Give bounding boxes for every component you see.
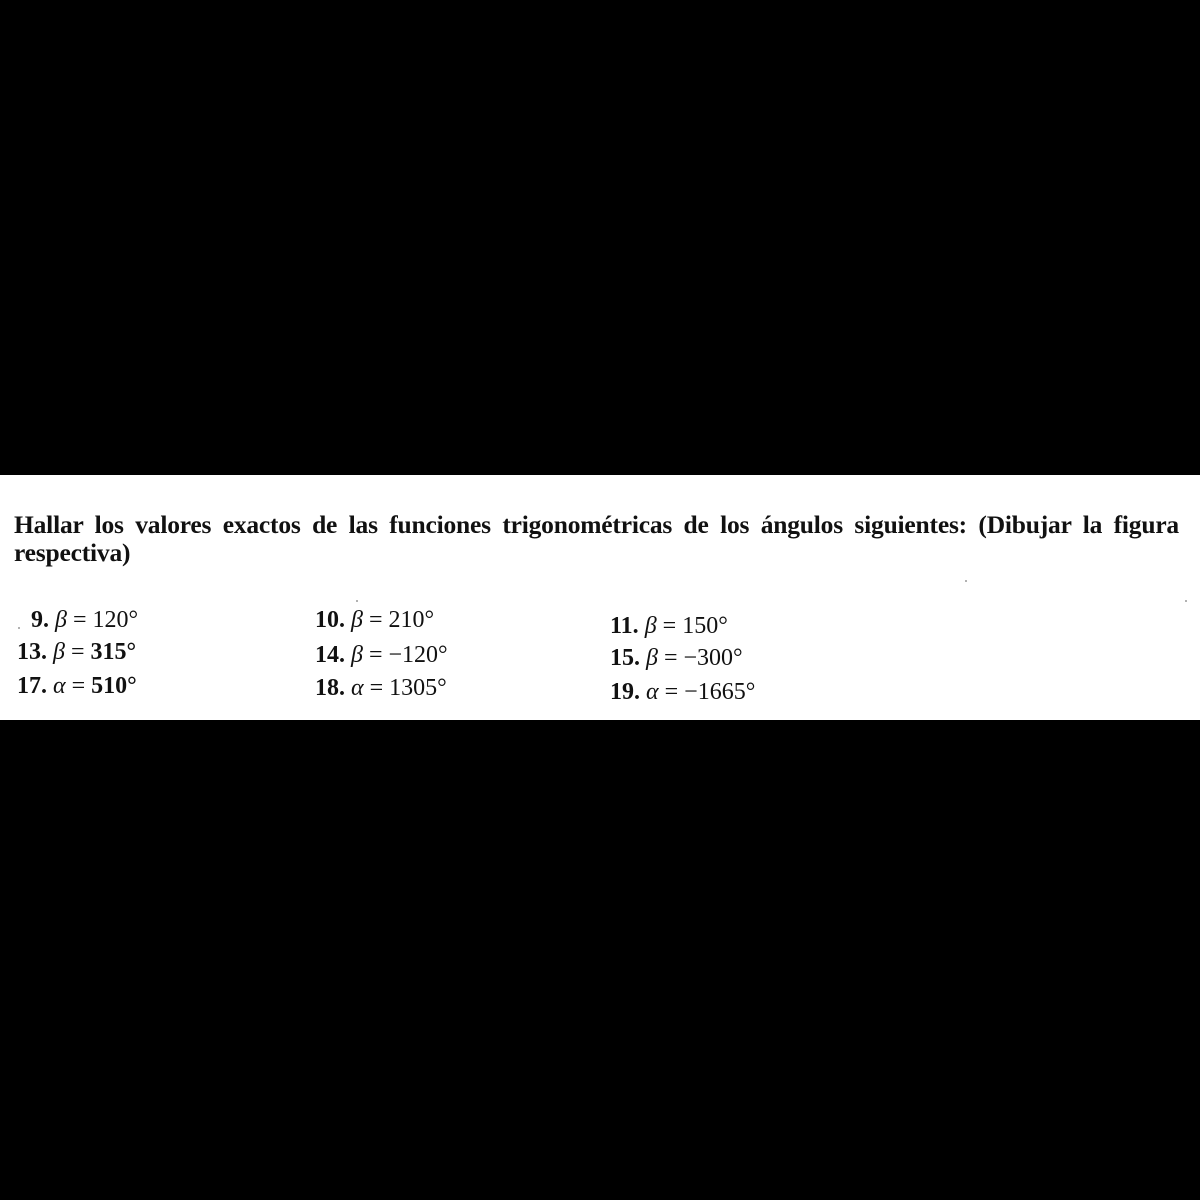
equals-sign: = (66, 607, 93, 633)
angle-value: −1665° (684, 679, 756, 705)
angle-value: −300° (683, 645, 743, 671)
equals-sign: = (362, 642, 389, 668)
scan-speck (1185, 600, 1187, 602)
angle-symbol: β (351, 642, 363, 668)
exercise-number: 15. (610, 645, 640, 671)
angle-value: 120° (92, 607, 139, 633)
exercise-14 (315, 641, 448, 669)
exercise-11 (610, 612, 728, 640)
exercise-17 (17, 672, 137, 700)
angle-symbol: β (351, 607, 363, 633)
angle-value: −120° (388, 642, 448, 668)
angle-symbol: α (646, 679, 659, 705)
exercise-number: 14. (315, 642, 345, 668)
equals-sign: = (657, 645, 684, 671)
instruction-text: Hallar los valores exactos de las funciones trigonométricas de los ángulos siguientes: (Dibujar la figura respectiva) (14, 510, 1179, 567)
equals-sign: = (65, 673, 92, 699)
angle-value: 1305° (389, 675, 447, 701)
equals-sign: = (656, 613, 683, 639)
angle-value: 210° (388, 607, 435, 633)
exercise-number: 10. (315, 607, 345, 633)
exercise-10 (315, 606, 434, 634)
angle-value: 150° (682, 613, 728, 639)
angle-symbol: α (351, 675, 364, 701)
exercise-13 (17, 638, 136, 666)
angle-symbol: α (53, 673, 66, 699)
angle-symbol: β (53, 639, 65, 665)
angle-value: 315° (90, 639, 137, 665)
exercise-number: 9. (31, 607, 49, 633)
equals-sign: = (362, 607, 389, 633)
exercise-number: 18. (315, 675, 345, 701)
document-strip (0, 475, 1200, 720)
exercise-15 (610, 644, 743, 672)
exercise-number: 11. (610, 613, 639, 639)
scan-speck (356, 600, 358, 602)
equals-sign: = (64, 639, 91, 665)
angle-symbol: β (644, 613, 657, 639)
angle-symbol: β (646, 645, 658, 671)
equals-sign: = (363, 675, 390, 701)
exercise-9 (31, 606, 138, 634)
scan-speck (18, 627, 20, 629)
exercise-number: 17. (17, 673, 47, 699)
equals-sign: = (658, 679, 685, 705)
scan-speck (965, 580, 967, 582)
exercise-18 (315, 674, 447, 702)
exercise-19 (610, 678, 755, 706)
angle-value: 510° (91, 673, 137, 699)
angle-symbol: β (55, 607, 67, 633)
exercise-number: 13. (17, 639, 47, 665)
exercise-number: 19. (610, 679, 640, 705)
